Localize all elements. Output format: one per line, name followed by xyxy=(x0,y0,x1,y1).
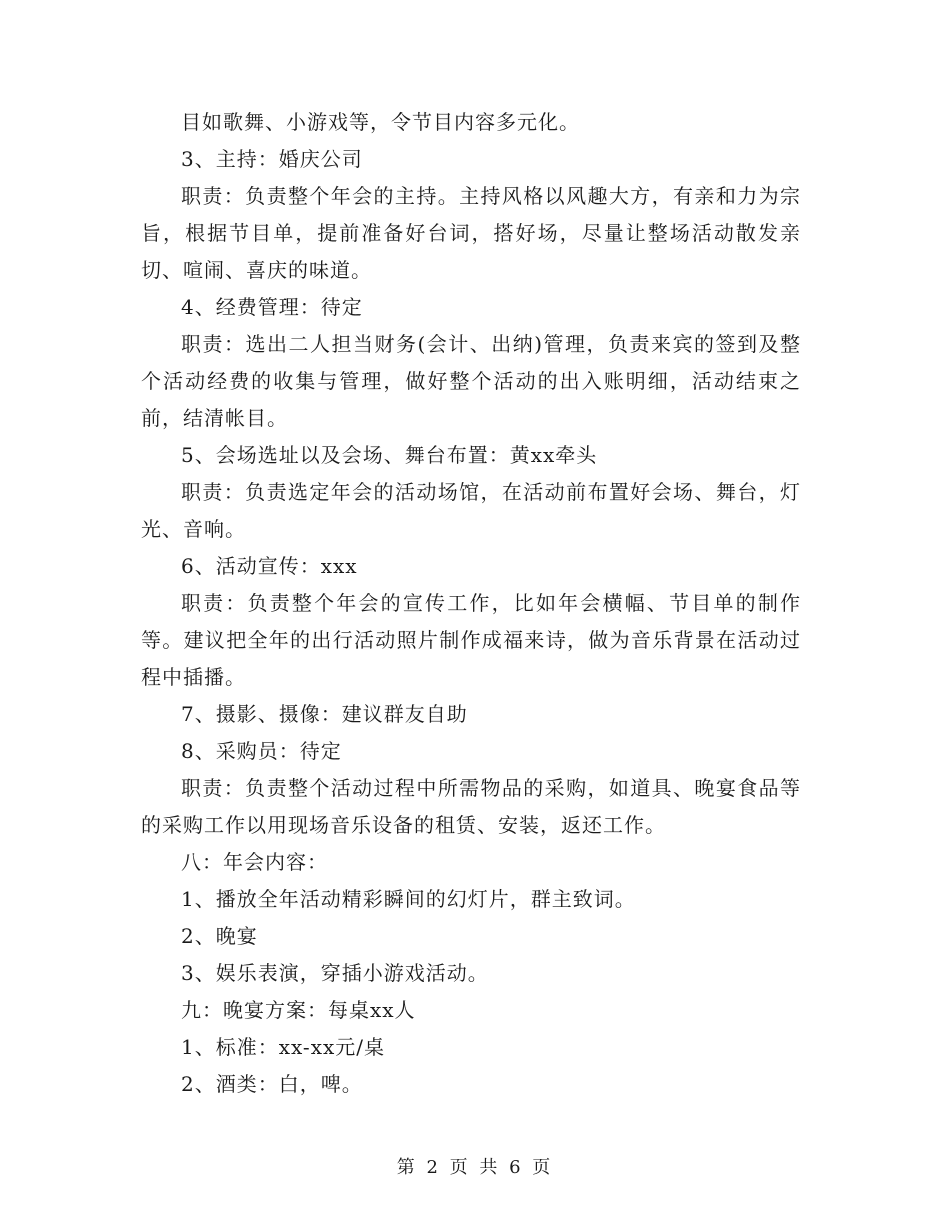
paragraph: 8、采购员：待定 xyxy=(181,739,342,763)
paragraph: 目如歌舞、小游戏等，令节目内容多元化。 xyxy=(181,110,580,134)
page-footer: 第 2 页 共 6 页 xyxy=(396,1157,554,1178)
paragraph: 3、主持：婚庆公司 xyxy=(181,147,363,171)
paragraph: 职责：负责整个活动过程中所需物品的采购，如道具、晚宴食品等的采购工作以用现场音乐设备的租赁、安装，返还工作。 xyxy=(141,776,801,837)
paragraph: 5、会场选址以及会场、舞台布置：黄xx牵头 xyxy=(181,443,598,467)
paragraph: 1、标准：xx-xx元/桌 xyxy=(181,1035,385,1059)
paragraph: 2、晚宴 xyxy=(181,924,258,948)
paragraph: 3、娱乐表演，穿插小游戏活动。 xyxy=(181,961,489,985)
paragraph: 2、酒类：白，啤。 xyxy=(181,1072,363,1096)
paragraph: 职责：选出二人担当财务(会计、出纳)管理，负责来宾的签到及整个活动经费的收集与管理，做好整个活动的出入账明细，活动结束之前，结清帐目。 xyxy=(141,332,801,430)
paragraph: 职责：负责整个年会的宣传工作，比如年会横幅、节目单的制作等。建议把全年的出行活动照片制作成福来诗，做为音乐背景在活动过程中插播。 xyxy=(141,591,801,689)
paragraph: 1、播放全年活动精彩瞬间的幻灯片，群主致词。 xyxy=(181,887,636,911)
paragraph: 九：晚宴方案：每桌xx人 xyxy=(181,998,416,1022)
document-body xyxy=(141,104,801,1103)
paragraph: 7、摄影、摄像：建议群友自助 xyxy=(181,702,468,726)
paragraph: 职责：负责整个年会的主持。主持风格以风趣大方，有亲和力为宗旨，根据节目单，提前准备好台词，搭好场，尽量让整场活动散发亲切、喧闹、喜庆的味道。 xyxy=(141,184,801,282)
paragraph: 6、活动宣传：xxx xyxy=(181,554,358,578)
paragraph: 职责：负责选定年会的活动场馆，在活动前布置好会场、舞台，灯光、音响。 xyxy=(141,480,801,541)
paragraph: 八：年会内容： xyxy=(181,850,328,874)
paragraph: 4、经费管理：待定 xyxy=(181,295,363,319)
